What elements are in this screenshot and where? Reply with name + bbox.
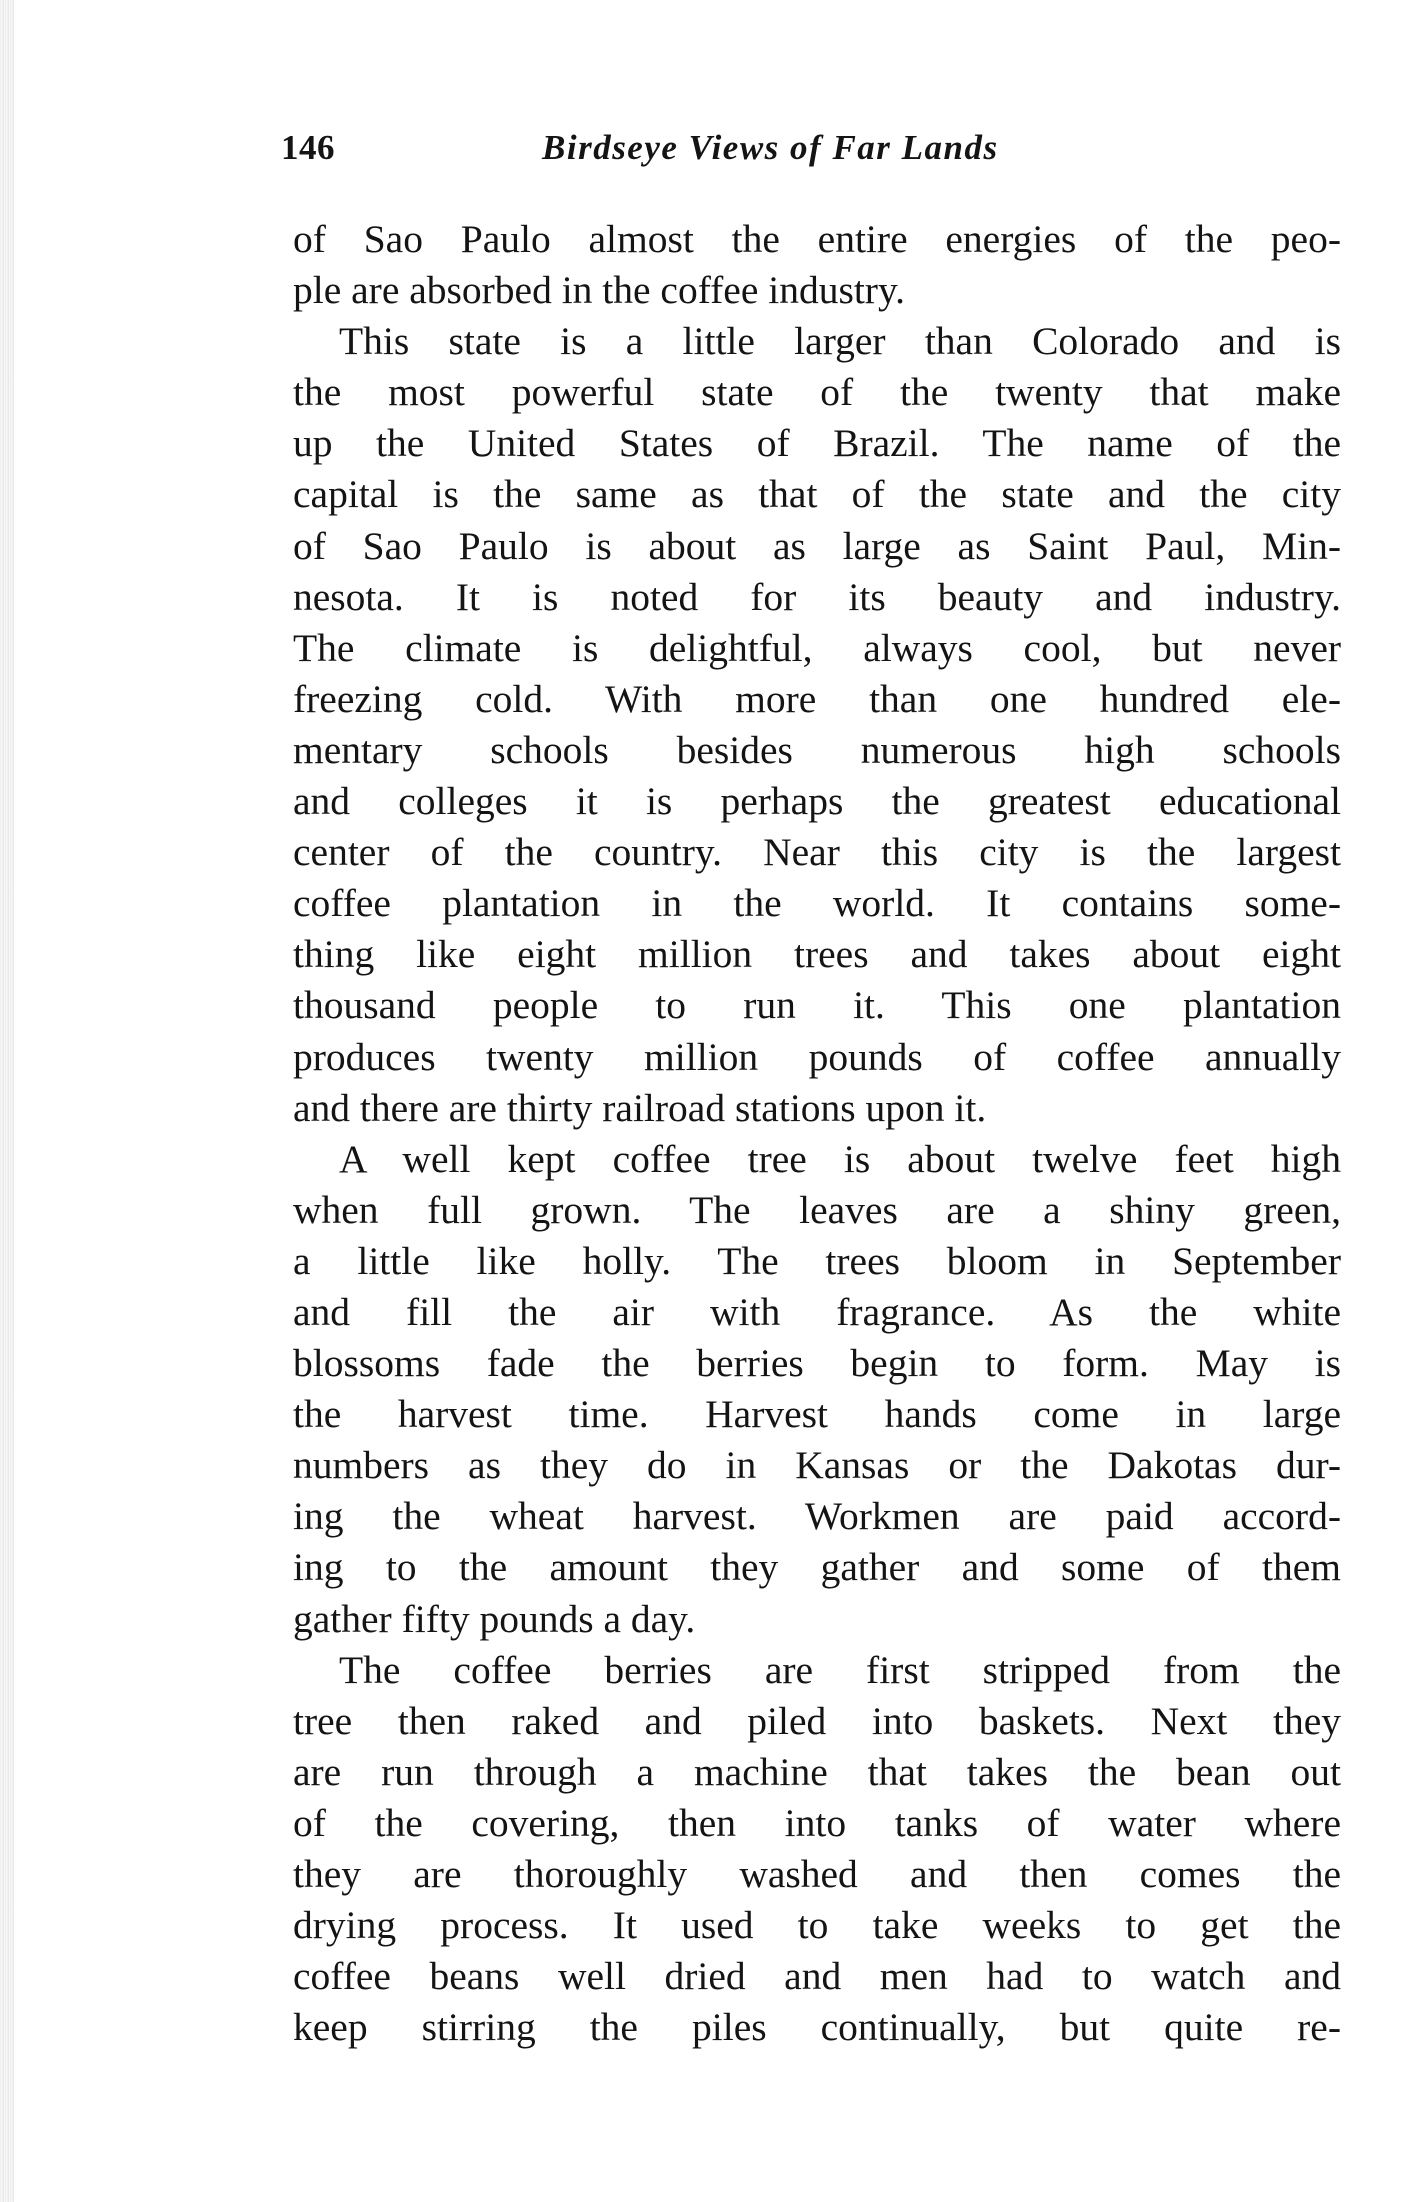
text-line: blossoms fade the berries begin to form. May is: [293, 1341, 1341, 1386]
text-line: of Sao Paulo almost the entire energies of the peo-: [293, 217, 1341, 261]
text-line: the most powerful state of the twenty that make: [293, 370, 1341, 415]
text-line: coffee beans well dried and men had to watch and: [293, 1954, 1341, 1999]
text-line: gather fifty pounds a day.: [293, 1596, 696, 1641]
running-header: [280, 128, 1100, 172]
page-number: 146: [281, 128, 335, 167]
text-line: thing like eight million trees and takes about eight: [293, 932, 1341, 977]
text-line: numbers as they do in Kansas or the Dakotas dur-: [293, 1443, 1341, 1488]
text-line: This state is a little larger than Colorado and is: [339, 319, 1341, 364]
text-line: The coffee berries are first stripped from the: [339, 1647, 1341, 1692]
text-line: the harvest time. Harvest hands come in large: [293, 1392, 1341, 1437]
text-line: keep stirring the piles continually, but quite re-: [293, 2005, 1341, 2050]
text-line: of Sao Paulo is about as large as Saint Paul, Min-: [293, 523, 1341, 568]
text-line: when full grown. The leaves are a shiny green,: [293, 1187, 1341, 1232]
text-line: tree then raked and piled into baskets. Next they: [293, 1698, 1341, 1743]
text-line: of the covering, then into tanks of water where: [293, 1800, 1341, 1845]
text-line: up the United States of Brazil. The name of the: [293, 421, 1341, 466]
text-line: ple are absorbed in the coffee industry.: [293, 268, 906, 313]
text-line: ing to the amount they gather and some of them: [293, 1545, 1341, 1590]
text-line: thousand people to run it. This one plantation: [293, 983, 1341, 1028]
text-line: and colleges it is perhaps the greatest educational: [293, 779, 1341, 824]
text-line: coffee plantation in the world. It contains some-: [293, 881, 1341, 926]
text-line: they are thoroughly washed and then comes the: [293, 1852, 1341, 1896]
text-line: freezing cold. With more than one hundred ele-: [293, 676, 1341, 721]
text-line: produces twenty million pounds of coffee annually: [293, 1034, 1341, 1079]
text-line: a little like holly. The trees bloom in September: [293, 1238, 1341, 1283]
text-line: and there are thirty railroad stations upon it.: [293, 1085, 987, 1130]
text-line: nesota. It is noted for its beauty and industry.: [293, 574, 1341, 619]
text-line: A well kept coffee tree is about twelve feet high: [339, 1136, 1341, 1181]
text-line: center of the country. Near this city is the largest: [293, 830, 1341, 875]
text-line: drying process. It used to take weeks to get the: [293, 1903, 1341, 1948]
text-line: are run through a machine that takes the bean out: [293, 1749, 1341, 1794]
running-title: Birdseye Views of Far Lands: [542, 128, 999, 167]
text-line: ing the wheat harvest. Workmen are paid accord-: [293, 1494, 1341, 1539]
text-line: The climate is delightful, always cool, but never: [293, 625, 1341, 670]
text-line: mentary schools besides numerous high schools: [293, 727, 1341, 772]
text-line: and fill the air with fragrance. As the white: [293, 1289, 1341, 1334]
page-binding-edge: [0, 0, 14, 2202]
text-line: capital is the same as that of the state and the city: [293, 472, 1341, 517]
body-text: [293, 214, 1341, 2053]
